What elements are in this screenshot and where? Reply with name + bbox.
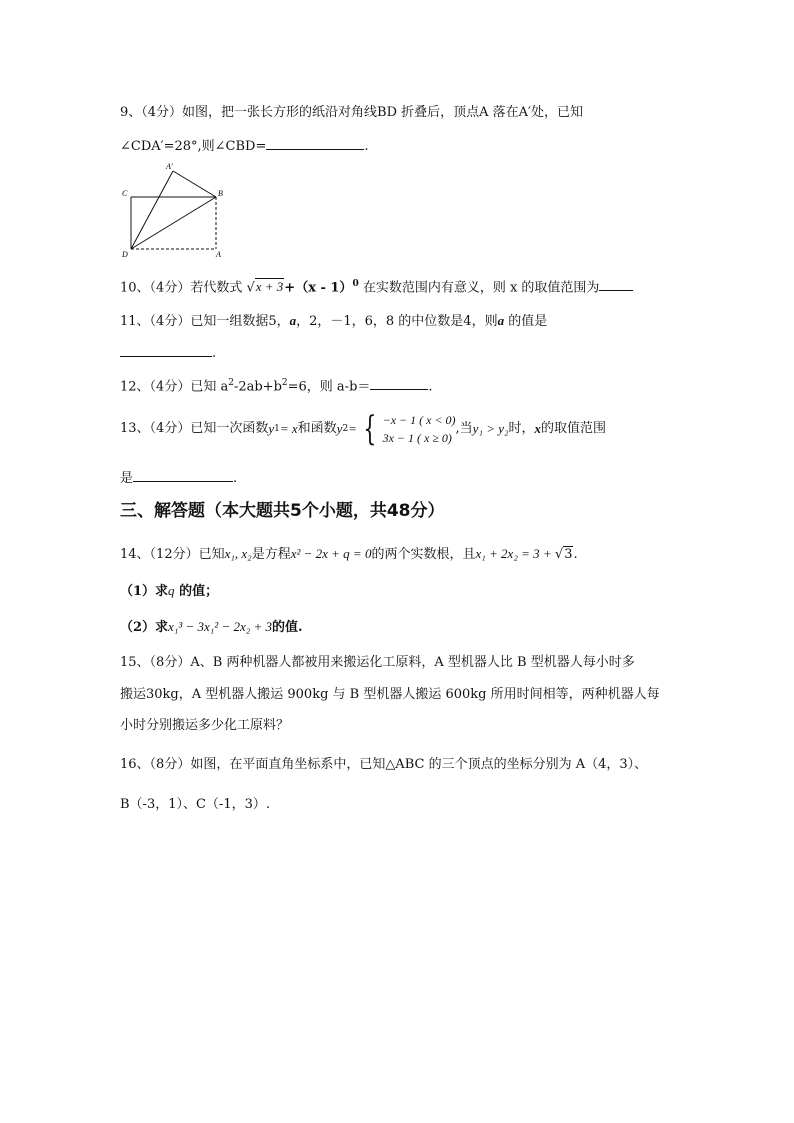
q13-line2-text: 是 <box>120 471 134 486</box>
q14-sub2-a: （2）求 <box>120 620 169 635</box>
q14-mid2: 的两个实数根，且 <box>371 547 476 562</box>
q13-eq1: = x <box>279 421 298 436</box>
label-d: D <box>122 250 128 259</box>
q13-suffix2: 的取值范围 <box>541 421 607 436</box>
q14-sub1-a: （1）求 <box>120 584 169 599</box>
q13-line2 <box>120 468 237 488</box>
q13-middle: 和函数 <box>297 421 337 436</box>
section-heading: 三、解答题（本大题共5个小题，共48分） <box>120 501 445 521</box>
q12-prefix: 12、（4分）已知 a <box>120 379 229 395</box>
q14-vars: x₁, x₂ <box>224 546 252 561</box>
q14-sub2-expr: x₁³ − 3x₁² − 2x₂ + 3 <box>168 619 273 634</box>
q13-cases <box>383 411 456 447</box>
q14-sub1-b: 的值； <box>174 584 219 599</box>
q13-sub2: 2 <box>342 424 349 434</box>
q13-piecewise <box>357 411 456 447</box>
q13-cond-prefix: ,当 <box>455 421 473 436</box>
q14-line1 <box>120 545 578 564</box>
q12-answer-blank[interactable] <box>370 376 428 390</box>
q15-line3: 小时分别搬运多少化工原料？ <box>120 718 290 733</box>
q13-case2: 3x − 1 ( x ≥ 0) <box>382 431 452 445</box>
q10-exp: 0 <box>352 279 359 289</box>
label-c: C <box>122 189 128 198</box>
sqrt-symbol: √ <box>246 280 255 296</box>
q9-end: . <box>364 139 369 154</box>
q13-x: x <box>534 421 542 436</box>
q9-line2 <box>120 136 369 156</box>
q15-line1: 15、（8分）A、B 两种机器人都被用来搬运化工原料，A 型机器人比 B 型机器人每小时多 <box>120 655 635 670</box>
q13-y2: y <box>336 421 343 436</box>
q9-answer-blank[interactable] <box>266 136 364 150</box>
q13-eq2: = <box>348 421 357 436</box>
q12-line <box>120 374 433 396</box>
q11-text-c: 的值是 <box>504 314 548 329</box>
q14-equation: x² − 2x + q = 0 <box>290 546 372 561</box>
q14-mid: 是方程 <box>251 547 291 562</box>
q9-fold-figure <box>116 160 228 260</box>
q12-sup2: 2 <box>281 378 288 388</box>
q16-line2: B（-3，1）、C（-1，3）. <box>120 797 271 812</box>
q11-var-a1: a <box>289 313 297 328</box>
q11-line2 <box>120 343 216 363</box>
q10-prefix: 10、（4分）若代数式 <box>120 280 247 296</box>
q13-line1 <box>120 408 606 450</box>
q11-line1 <box>120 312 547 331</box>
q13-prefix: 13、（4分）已知一次函数 <box>120 421 269 436</box>
q13-y1: y <box>268 421 275 436</box>
label-a-prime: A′ <box>166 162 173 171</box>
q14-sub1-q: q <box>168 583 175 598</box>
q10-middle: +（x - 1） <box>284 280 353 296</box>
q10-line <box>120 275 633 297</box>
q14-sub1 <box>120 582 218 601</box>
q13-sub1: 1 <box>274 424 280 434</box>
q14-condition: x₁ + 2x₂ = 3 + <box>475 546 555 561</box>
label-b: B <box>218 189 223 198</box>
q15-line2: 搬运30kg，A 型机器人搬运 900kg 与 B 型机器人搬运 600kg 所用时间相等，两种机器人每 <box>120 687 660 702</box>
sqrt-symbol: √ <box>554 547 564 562</box>
q14-sub2-b: 的值. <box>272 620 303 635</box>
q11-var-a2: a <box>497 313 505 328</box>
q13-cond: y₁ > y₂ <box>472 421 509 436</box>
q11-text-b: ，2，－1，6，8 的中位数是4，则 <box>296 314 498 329</box>
q11-end: . <box>212 346 217 361</box>
q14-sub2 <box>120 618 303 637</box>
q9-text: ∠CDA′=28°,则∠CBD= <box>120 139 267 154</box>
q12-mid: -2ab+b <box>233 379 282 395</box>
q14-radicand: 3 <box>564 547 573 562</box>
q14-prefix: 14、（12分）已知 <box>120 547 225 562</box>
q16-line1: 16、（8分）如图，在平面直角坐标系中，已知△ABC 的三个顶点的坐标分别为 A（4，3）、 <box>120 757 648 772</box>
q13-answer-blank[interactable] <box>133 468 233 482</box>
q10-suffix: 在实数范围内有意义，则 x 的取值范围为 <box>358 280 600 296</box>
q12-suffix: =6，则 a-b＝ <box>287 379 371 395</box>
q10-radicand: x + 3 <box>255 279 284 295</box>
q12-sup1: 2 <box>228 378 234 388</box>
q11-answer-blank[interactable] <box>120 343 212 357</box>
q14-end: . <box>573 547 578 562</box>
q13-end: . <box>233 471 238 486</box>
q13-case1: −x − 1 ( x < 0) <box>382 413 456 427</box>
q10-answer-blank[interactable] <box>599 277 633 291</box>
left-brace: { <box>363 409 377 449</box>
q9-line1: 9、（4分）如图，把一张长方形的纸沿对角线BD 折叠后，顶点A 落在A′处，已知 <box>120 105 584 120</box>
q13-suffix: 时， <box>508 421 535 436</box>
q12-end: . <box>428 379 433 395</box>
label-a: A <box>216 250 221 259</box>
q11-text-a: 11、（4分）已知一组数据5， <box>120 314 290 329</box>
